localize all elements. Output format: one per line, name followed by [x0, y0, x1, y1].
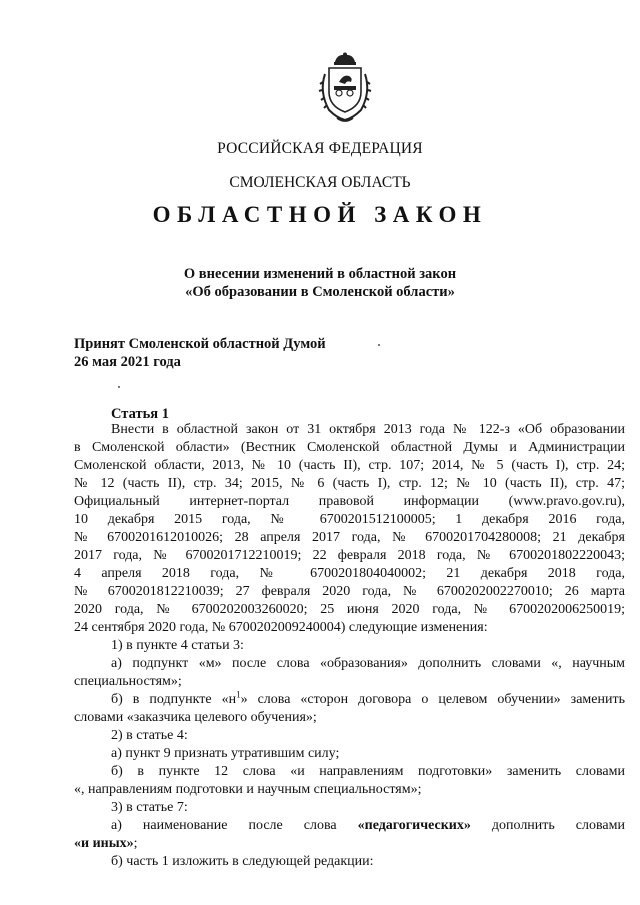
- body-line: Внести в областной закон от 31 октября 2013 года № 122-з «Об образовании: [111, 422, 625, 437]
- document-type-heading: ОБЛАСТНОЙ ЗАКОН: [152, 202, 488, 227]
- body-line: 4 апреля 2018 года, № 6700201804040002; 21 декабря 2018 года,: [74, 566, 625, 581]
- body-text: дополнить словами: [491, 818, 625, 833]
- list-item: б) часть 1 изложить в следующей редакции:: [111, 854, 374, 869]
- list-item: [74, 817, 625, 835]
- body-line: 24 сентября 2020 года, № 6700202009240004) следующие изменения:: [74, 620, 488, 635]
- bold-term: «и иных»: [74, 836, 134, 851]
- body-line: 2017 года, № 6700201712210019; 22 февраля 2018 года, № 6700201802220043;: [74, 548, 625, 563]
- body-line: № 6700201812210039; 27 февраля 2020 года, № 6700202002270010; 26 марта: [74, 584, 625, 599]
- body-line: «, направлениям подготовки и научным специальностям»;: [74, 782, 422, 797]
- bold-term: «педагогических»: [357, 818, 471, 833]
- law-title-line: «Об образовании в Смоленской области»: [185, 283, 455, 300]
- body-text: ;: [133, 836, 138, 851]
- body-line: 10 декабря 2015 года, № 6700201512100005; 1 декабря 2016 года,: [74, 512, 625, 527]
- body-line: Официальный интернет-портал правовой информации (www.pravo.gov.ru),: [74, 494, 625, 509]
- adoption-line: Принят Смоленской областной Думой: [74, 336, 326, 352]
- body-line: [74, 835, 625, 853]
- adoption-date: 26 мая 2021 года: [74, 353, 181, 370]
- body-line: № 12 (часть II), стр. 34; 2015, № 6 (часть I), стр. 12; № 10 (часть II), стр. 47;: [74, 476, 625, 491]
- list-item: 2) в статье 4:: [111, 728, 188, 743]
- law-title: [0, 266, 640, 301]
- body-text: » слова «сторон договора о целевом обучении» заменить: [240, 692, 625, 707]
- scan-speck: [378, 344, 380, 346]
- article-body: [74, 421, 625, 871]
- article-heading: Статья 1: [111, 406, 169, 422]
- law-title-line: О внесении изменений в областной закон: [183, 266, 457, 282]
- smolensk-coat-of-arms-emblem: [317, 52, 373, 124]
- region-heading: СМОЛЕНСКАЯ ОБЛАСТЬ: [229, 174, 411, 191]
- country-heading: РОССИЙСКАЯ ФЕДЕРАЦИЯ: [217, 140, 423, 157]
- body-text: б) в подпункте «н: [111, 692, 237, 707]
- body-line: 2020 года, № 6700202003260020; 25 июня 2020 года, № 6700202006250019;: [74, 602, 625, 617]
- list-item: 3) в статье 7:: [111, 800, 188, 815]
- list-item: а) пункт 9 признать утратившим силу;: [111, 746, 340, 761]
- body-line: специальностям»;: [74, 674, 182, 689]
- body-line: № 6700201612010026; 28 апреля 2017 года, № 6700201704280008; 21 декабря: [74, 530, 625, 545]
- list-item: [74, 691, 625, 709]
- body-line: Смоленской области, 2013, № 10 (часть II), стр. 107; 2014, № 5 (часть I), стр. 24;: [74, 458, 625, 473]
- body-line: словами «заказчика целевого обучения»;: [74, 710, 317, 725]
- list-item: 1) в пункте 4 статьи 3:: [111, 638, 244, 653]
- adoption-note: [74, 336, 326, 371]
- superscript: 1: [236, 689, 241, 700]
- body-line: в Смоленской области» (Вестник Смоленской областной Думы и Администрации: [74, 440, 625, 455]
- list-item: а) подпункт «м» после слова «образования» дополнить словами «, научным: [111, 656, 625, 671]
- scan-speck: [118, 386, 120, 388]
- body-text: а) наименование после слова: [111, 818, 337, 833]
- list-item: б) в пункте 12 слова «и направлениям подготовки» заменить словами: [111, 764, 625, 779]
